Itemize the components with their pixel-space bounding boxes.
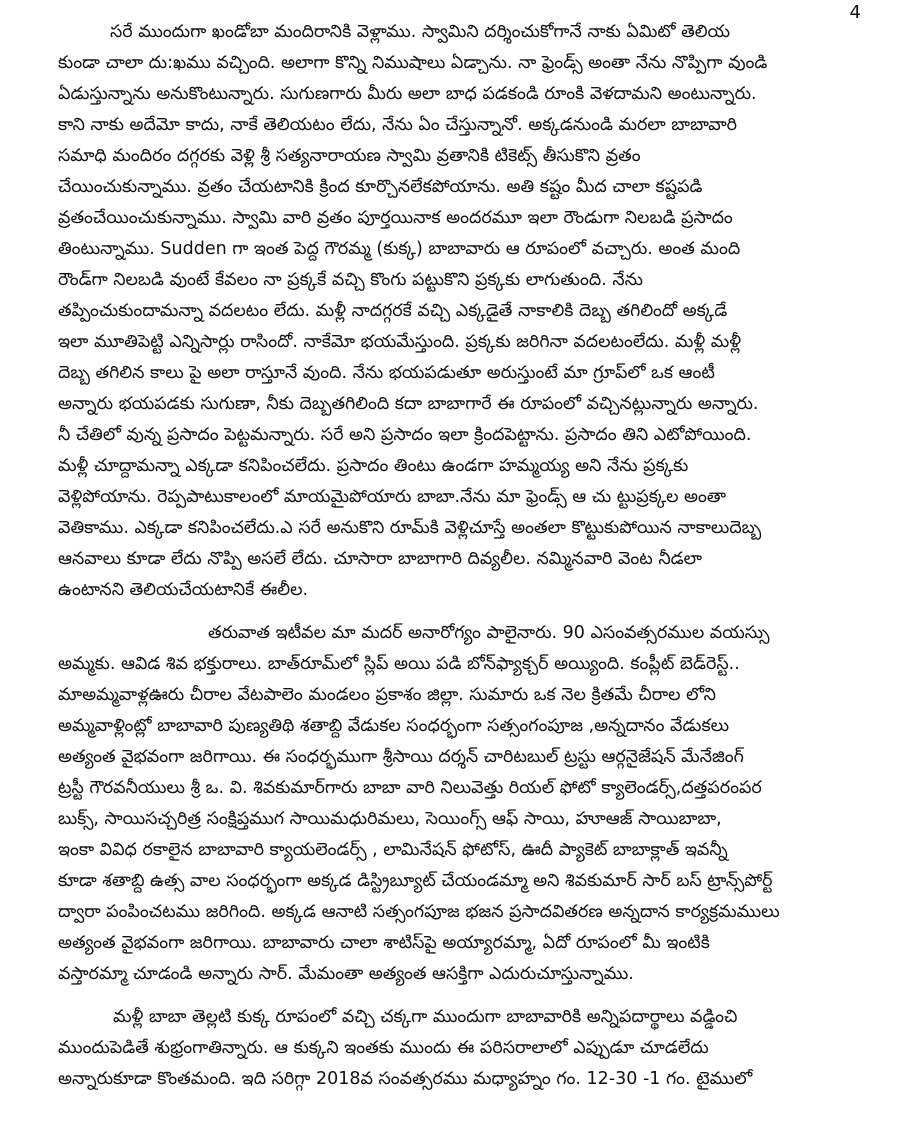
text-line: ద్వారా పంపించటము జరిగింది. అక్కడ ఆనాటి సత్సంగపూజ భజన ప్రసాదవితరణ అన్నదాన కార్యక్రమములు bbox=[58, 902, 780, 922]
text-line: వెళ్లిపోయాను. రెప్పపాటుకాలంలో మాయమైపోయారు బాబా.నేను మా ఫ్రెండ్స్ ఆ చు ట్టుప్రక్కల అంతా bbox=[58, 487, 727, 507]
text-line: వస్తారమ్మా చూడండి అన్నారు సార్. మేమంతా అత్యంత ఆసక్తిగా ఎదురుచూస్తున్నాము. bbox=[58, 964, 634, 984]
text-line: ఉంటానని తెలియచేయటానికే ఈలీల. bbox=[58, 580, 309, 600]
text-line: అత్యంత వైభవంగా జరిగాయి. బాబావారు చాలా శాటిస్‌పై అయ్యారమ్మా, ఏదో రూపంలో మీ ఇంటికి bbox=[58, 933, 710, 953]
text-line: మళ్లీ చూద్దామన్నా ఎక్కడా కనిపించలేదు. ప్రసాదం తింటు ఉండగా హమ్మయ్య అని నేను ప్రక్కకు bbox=[58, 456, 689, 476]
text-line: సమాధి మందిరం దగ్గరకు వెళ్లి శ్రీ సత్యనారాయణ స్వామి వ్రతానికి టికెట్స్ తీసుకొని వ్రతం bbox=[58, 146, 641, 166]
text-line: వ్రతంచేయించుకున్నాము. స్వామి వారి వ్రతం పూర్తయినాక అందరమూ ఇలా రౌండుగా నిలబడి ప్రసాదం bbox=[58, 208, 733, 228]
text-line: ఇంకా వివిధ రకాలైన బాబావారి క్యాయలెండర్స్ , లామినేషన్ ఫోటోస్, ఊదీ ప్యాకెట్ బాబాక్లాత్ ఇవన్నీ bbox=[58, 840, 728, 860]
text-line: అత్యంత వైభవంగా జరిగాయి. ఈ సంధర్భముగా శ్రీసాయి దర్శన్ చారిటబుల్ ట్రస్టు ఆర్గనైజేషన్ మేనేజింగ్ bbox=[58, 747, 744, 767]
page-number: 4 bbox=[849, 2, 861, 23]
text-line: ఆనవాలు కూడా లేదు నొప్పి అసలే లేదు. చూసారా బాబాగారి దివ్యలీల. నమ్మినవారి వెంట నీడలా bbox=[58, 549, 702, 569]
text-line: మళ్లీ బాబా తెల్లటి కుక్క రూపంలో వచ్చి చక్కగా ముందుగా బాబావారికి అన్నిపదార్థాలు వడ్డించి bbox=[113, 1007, 738, 1027]
text-line: వెతికాము. ఎక్కడా కనిపించలేదు.ఎ సరే అనుకొని రూమ్‌కి వెళ్లిచూస్తే అంతలా కొట్టుకుపోయిన నాకాలుదెబ్బ bbox=[58, 518, 762, 538]
text-line: సరే ముందుగా ఖండోబా మందిరానికి వెళ్లాము. స్వామిని దర్శించుకోగానే నాకు ఏమిటో తెలియ bbox=[110, 22, 731, 42]
text-line: కుండా చాలా దు:ఖము వచ్చింది. అలాగా కొన్ని నిముషాలు ఏడ్చాను. నా ఫ్రెండ్స్ అంతా నేను నొప్పిగా వుండి bbox=[58, 53, 768, 73]
text-line: బుక్స్, సాయిసచ్చరిత్ర సంక్షిప్తముగ సాయిమధురిమలు, సెయింగ్స్ ఆఫ్ సాయి, హూఆజ్ సాయిబాబా, bbox=[58, 809, 722, 829]
text-line: రౌండ్‌గా నిలబడి వుంటే కేవలం నా ప్రక్కకే వచ్చి కొంగు పట్టుకొని ప్రక్కకు లాగుతుంది. నేను bbox=[58, 270, 643, 290]
text-line: మాఅమ్మవాళ్లఊరు చీరాల వేటపాలెం మండలం ప్రకాశం జిల్లా. సుమారు ఒక నెల క్రితమే చీరాల లోని bbox=[58, 685, 716, 705]
text-line: తప్పించుకుందామన్నా వదలటం లేదు. మళ్లీ నాదగ్గరకే వచ్చి ఎక్కడైతే నాకాలికి దెబ్బ తగిలిందో అక్కడే bbox=[58, 301, 728, 321]
text-line: చేయించుకున్నాము. వ్రతం చేయటానికి క్రింద కూర్చొనలేకపోయాను. అతి కష్టం మీద చాలా కష్టపడి bbox=[58, 177, 703, 197]
text-line: అమ్మకు. ఆవిడ శివ భక్తురాలు. బాత్‌రూమ్‌లో స్లిప్ అయి పడి బోన్‌ఫ్యాక్చర్ అయ్యింది. కంప్లీట్ బెడ్‌రెస్ట్.. bbox=[58, 654, 740, 674]
text-line: ట్రస్టీ గౌరవనీయులు శ్రీ ఒ. వి. శివకుమార్‌గారు బాబా వారి నిలువెత్తు రియల్ ఫోటో క్యాలెండర్స్,దత్తపరంపర bbox=[58, 778, 762, 798]
text-line: నీ చేతిలో వున్న ప్రసాదం పెట్టమన్నారు. సరే అని ప్రసాదం ఇలా క్రిందపెట్టాను. ప్రసాదం తిని ఎటోపోయింది. bbox=[58, 425, 752, 445]
text-line: దెబ్బ తగిలిన కాలు పై అలా రాస్తూనే వుంది. నేను భయపడుతూ అరుస్తుంటే మా గ్రూప్‌లో ఒక ఆంటీ bbox=[58, 363, 715, 383]
text-line: ఇలా మూతిపెట్టి ఎన్నిసార్లు రాసిందో. నాకేమో భయమేస్తుంది. ప్రక్కకు జరిగినా వదలటంలేదు. మళ్లీ మళ్లీ bbox=[58, 332, 742, 352]
text-line: ముందుపెడితే శుభ్రంగాతిన్నారు. ఆ కుక్కని ఇంతకు ముందు ఈ పరిసరాలాలో ఎప్పుడూ చూడలేదు bbox=[58, 1038, 709, 1058]
text-line: తింటున్నాము. Sudden గా ఇంత పెద్ద గౌరమ్మ (కుక్క) బాబావారు ఆ రూపంలో వచ్చారు. అంత మంది bbox=[58, 239, 741, 259]
text-line: తరువాత ఇటీవల మా మదర్ అనారోగ్యం పాలైనారు. 90 ఎసంవత్సరముల వయస్సు bbox=[208, 623, 770, 643]
text-line: కూడా శతాబ్ది ఉత్స వాల సంధర్భంగా అక్కడ డిస్ట్రిబ్యూట్ చేయండమ్మా అని శివకుమార్ సార్ బస్ ట్రాన్స్‌పోర్ట్ bbox=[58, 871, 773, 891]
text-line: ఏడుస్తున్నాను అనుకొంటున్నారు. సుగుణగారు మీరు అలా బాధ పడకండి రూంకి వెళదామని అంటున్నారు. bbox=[58, 84, 757, 104]
text-line: కాని నాకు అదేమో కాదు, నాకే తెలియటం లేదు, నేను ఏం చేస్తున్నానో. అక్కడనుండి మరలా బాబావారి bbox=[58, 115, 737, 135]
text-line: అన్నారుకూడా కొంతమంది. ఇది సరిగ్గా 2018వ సంవత్సరము మధ్యాహ్నం గం. 12-30 -1 గం. టైములో bbox=[58, 1069, 753, 1089]
text-line: అన్నారు భయపడకు సుగుణా, నీకు దెబ్బతగిలింది కదా బాబాగారే ఈ రూపంలో వచ్చినట్లున్నారు అన్నారు. bbox=[58, 394, 759, 414]
text-line: అమ్మవాళ్లింట్లో బాబావారి పుణ్యతిథి శతాబ్ది వేడుకల సంధర్భంగా సత్సంగంపూజ ,అన్నదానం వేడుకలు bbox=[58, 716, 730, 736]
